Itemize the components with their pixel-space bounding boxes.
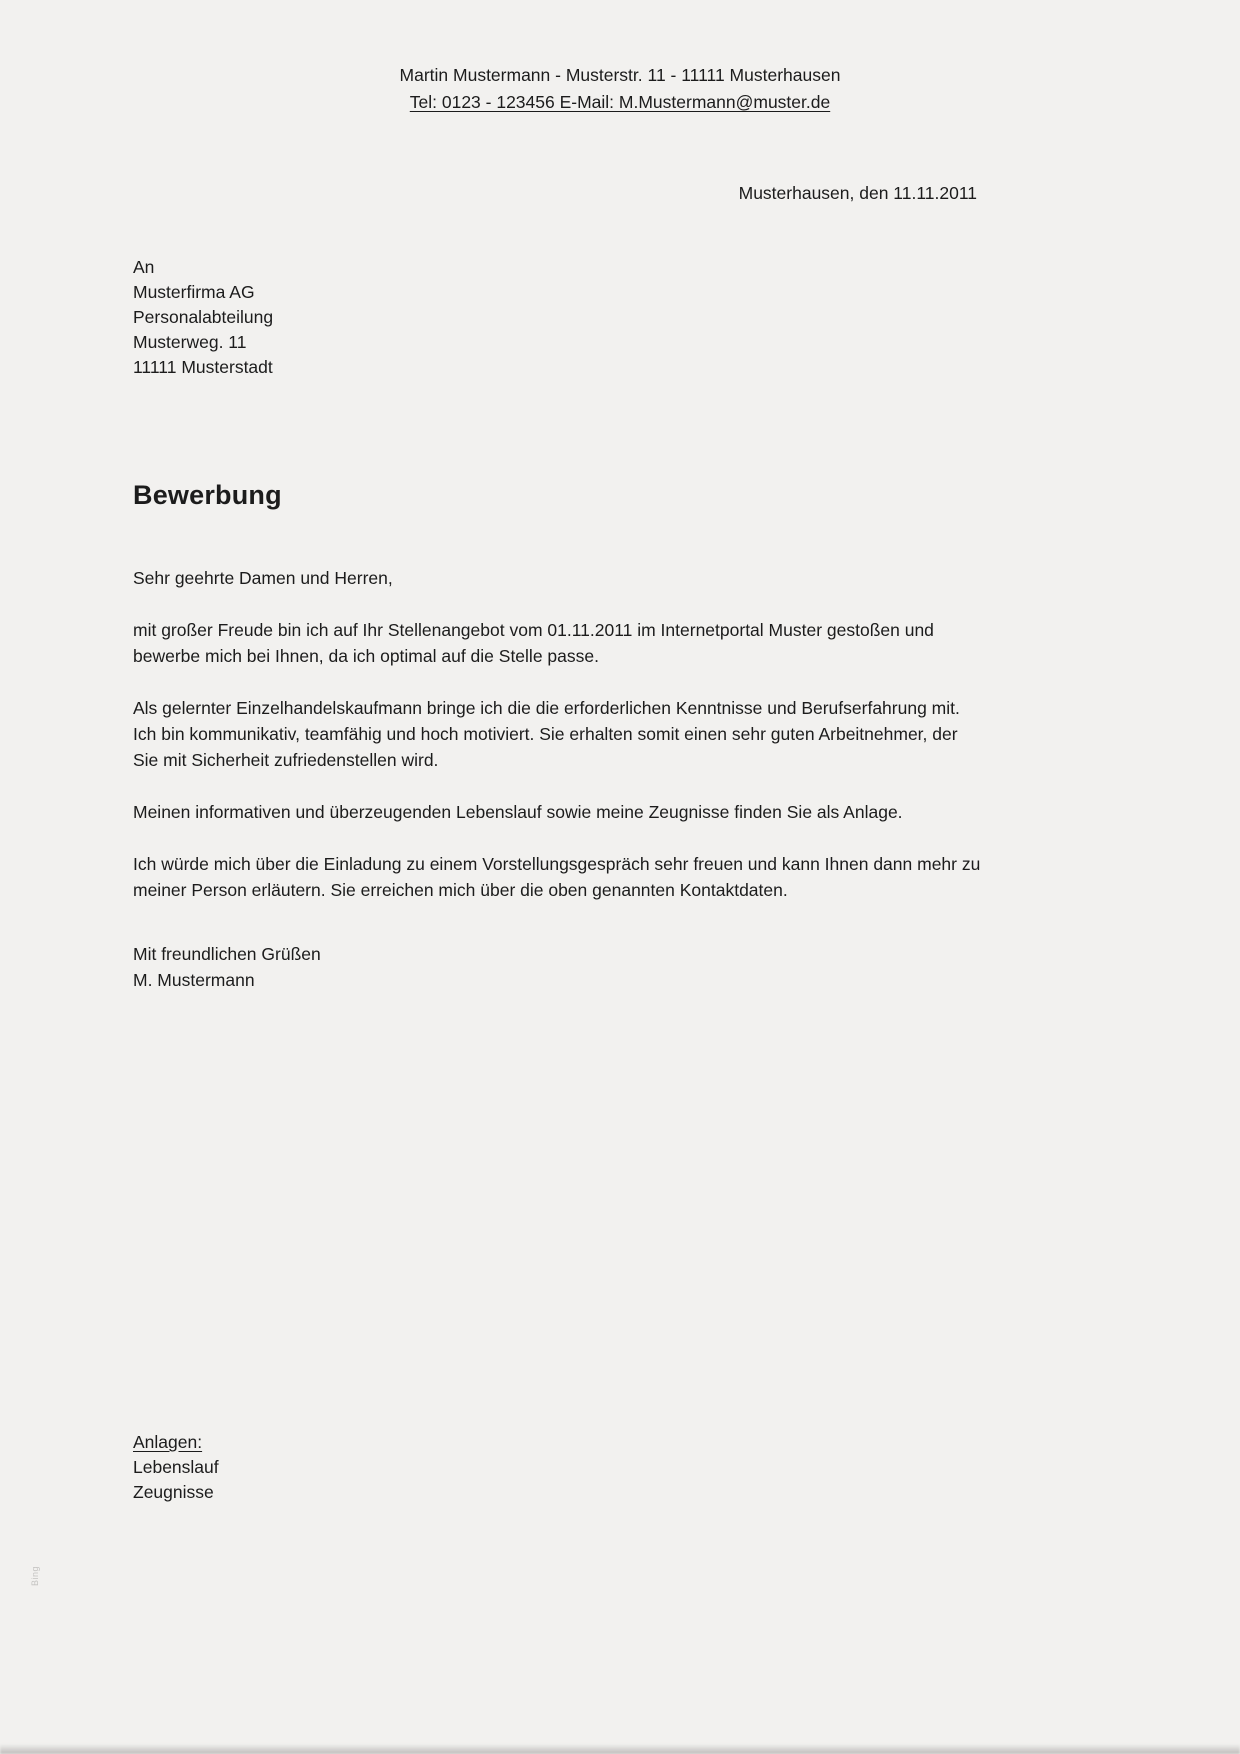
- letter-body: [133, 565, 981, 993]
- corner-watermark: Bing: [30, 1565, 40, 1586]
- closing-greeting: Mit freundlichen Grüßen: [133, 944, 321, 964]
- attachment-item: Lebenslauf: [133, 1457, 219, 1477]
- recipient-line: Personalabteilung: [133, 307, 274, 327]
- attachments-block: [133, 1430, 219, 1505]
- date-line: Musterhausen, den 11.11.2011: [738, 183, 977, 203]
- body-paragraph: Ich würde mich über die Einladung zu einem Vorstellungsgespräch sehr freuen und kann Ihnen dann mehr zu meiner Person erläutern. Sie erreichen mich über die oben genannten Kontaktdaten.: [133, 854, 981, 900]
- recipient-address: [133, 255, 273, 380]
- subject-heading: Bewerbung: [133, 480, 282, 510]
- body-paragraph: Als gelernter Einzelhandelskaufmann bringe ich die die erforderlichen Kenntnisse und Berufserfahrung mit. Ich bin kommunikativ, teamfähig und hoch motiviert. Sie erhalten somit einen sehr guten Arbeitnehmer, der Sie mit Sicherheit zufriedenstellen wird.: [133, 698, 960, 770]
- recipient-line: Musterweg. 11: [133, 332, 247, 352]
- closing-block: [133, 941, 981, 993]
- sender-contact-line: Tel: 0123 - 123456 E-Mail: M.Mustermann@muster.de: [409, 92, 831, 112]
- page-bottom-shade: [0, 1744, 1240, 1754]
- recipient-line: An: [133, 257, 155, 277]
- sender-header: [0, 62, 1240, 116]
- recipient-line: 11111 Musterstadt: [133, 357, 273, 377]
- sender-address-line: Martin Mustermann - Musterstr. 11 - 11111 Musterhausen: [399, 65, 841, 85]
- salutation: Sehr geehrte Damen und Herren,: [133, 568, 393, 588]
- body-paragraph: mit großer Freude bin ich auf Ihr Stellenangebot vom 01.11.2011 im Internetportal Muster gestoßen und bewerbe mich bei Ihnen, da ich optimal auf die Stelle passe.: [133, 620, 934, 666]
- attachment-item: Zeugnisse: [133, 1482, 214, 1502]
- signature-name: M. Mustermann: [133, 970, 255, 990]
- body-paragraph: Meinen informativen und überzeugenden Lebenslauf sowie meine Zeugnisse finden Sie als Anlage.: [133, 802, 903, 822]
- recipient-line: Musterfirma AG: [133, 282, 255, 302]
- attachments-label: Anlagen:: [133, 1432, 203, 1452]
